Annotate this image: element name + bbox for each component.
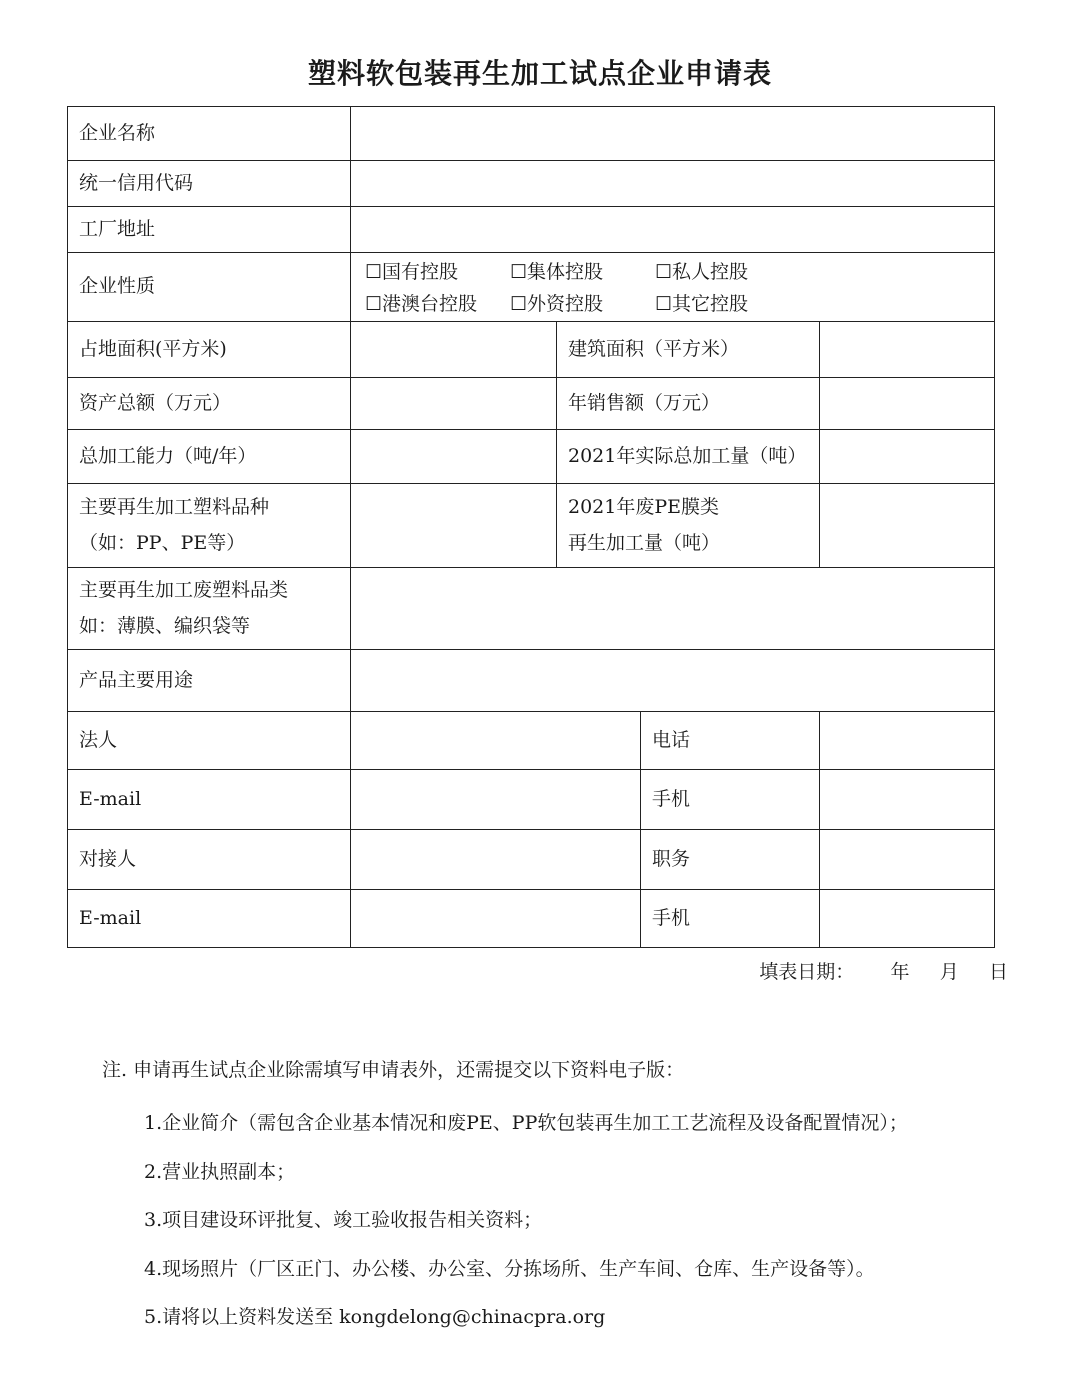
notes-item: 4.现场照片（厂区正门、办公楼、办公室、分拣场所、生产车间、仓库、生产设备等）。 [144,1257,875,1280]
product-use-label: 产品主要用途 [68,650,351,712]
mobile-label-1: 手机 [641,770,820,830]
main-varieties-label-line2: （如：PP、PE等） [79,531,246,554]
nature-option-other[interactable]: ☐其它控股 [655,293,749,316]
phone-field[interactable] [820,712,995,770]
annual-sales-field[interactable] [820,378,995,430]
waste-category-label-line1: 主要再生加工废塑料品类 [79,578,289,601]
main-varieties-label [68,484,351,568]
actual-volume-field[interactable] [820,430,995,484]
notes-item: 2.营业执照副本； [144,1160,296,1183]
notes-section [102,1055,908,1351]
waste-category-field[interactable] [351,568,995,650]
company-name-label: 企业名称 [68,107,351,161]
nature-option-private[interactable]: ☐私人控股 [655,261,749,284]
credit-code-label: 统一信用代码 [68,161,351,207]
position-label: 职务 [641,830,820,890]
date-day-label: 日 [988,961,1008,983]
mobile-field-2[interactable] [820,890,995,948]
email-field-1[interactable] [351,770,641,830]
land-area-field[interactable] [351,322,557,378]
fill-date-label: 填表日期： [759,961,855,983]
waste-category-label [68,568,351,650]
nature-option-foreign[interactable]: ☐外资控股 [510,293,604,316]
nature-option-hk-macao-tw[interactable]: ☐港澳台控股 [365,293,478,316]
pe-film-label-line1: 2021年废PE膜类 [568,495,720,518]
phone-label: 电话 [641,712,820,770]
company-name-field[interactable] [351,107,995,161]
factory-address-label: 工厂地址 [68,207,351,253]
notes-item: 3.项目建设环评批复、竣工验收报告相关资料； [144,1209,543,1231]
date-month-label: 月 [939,961,959,983]
notes-intro: 注. 申请再生试点企业除需填写申请表外，还需提交以下资料电子版： [102,1059,685,1081]
email-field-2[interactable] [351,890,641,948]
nature-option-state[interactable]: ☐国有控股 [365,261,459,284]
total-capacity-field[interactable] [351,430,557,484]
actual-volume-label: 2021年实际总加工量（吨） [557,430,820,484]
fill-date-line [759,957,1008,984]
company-nature-label: 企业性质 [68,253,351,322]
mobile-label-2: 手机 [641,890,820,948]
mobile-field-1[interactable] [820,770,995,830]
form-title: 塑料软包装再生加工试点企业申请表 [307,57,772,90]
pe-film-label-line2: 再生加工量（吨） [568,531,721,554]
notes-item: 1.企业简介（需包含企业基本情况和废PE、PP软包装再生加工工艺流程及设备配置情况）； [144,1112,908,1134]
annual-sales-label: 年销售额（万元） [557,378,820,430]
waste-category-label-line2: 如：薄膜、编织袋等 [79,614,251,637]
notes-list [102,1108,908,1351]
factory-address-field[interactable] [351,207,995,253]
legal-person-label: 法人 [68,712,351,770]
position-field[interactable] [820,830,995,890]
date-year-label: 年 [890,961,910,983]
main-varieties-label-line1: 主要再生加工塑料品种 [79,495,270,518]
building-area-label: 建筑面积（平方米） [557,322,820,378]
email-label-1: E-mail [68,770,351,830]
contact-person-field[interactable] [351,830,641,890]
pe-film-volume-label [557,484,820,568]
legal-person-field[interactable] [351,712,641,770]
pe-film-volume-field[interactable] [820,484,995,568]
nature-option-collective[interactable]: ☐集体控股 [510,261,604,284]
company-nature-options [351,253,995,322]
contact-person-label: 对接人 [68,830,351,890]
total-assets-field[interactable] [351,378,557,430]
total-assets-label: 资产总额（万元） [68,378,351,430]
application-form-table [67,106,995,948]
credit-code-field[interactable] [351,161,995,207]
product-use-field[interactable] [351,650,995,712]
main-varieties-field[interactable] [351,484,557,568]
land-area-label: 占地面积(平方米) [68,322,351,378]
email-label-2: E-mail [68,890,351,948]
notes-item: 5.请将以上资料发送至 kongdelong@chinacpra.org [144,1306,606,1328]
total-capacity-label: 总加工能力（吨/年） [68,430,351,484]
building-area-field[interactable] [820,322,995,378]
